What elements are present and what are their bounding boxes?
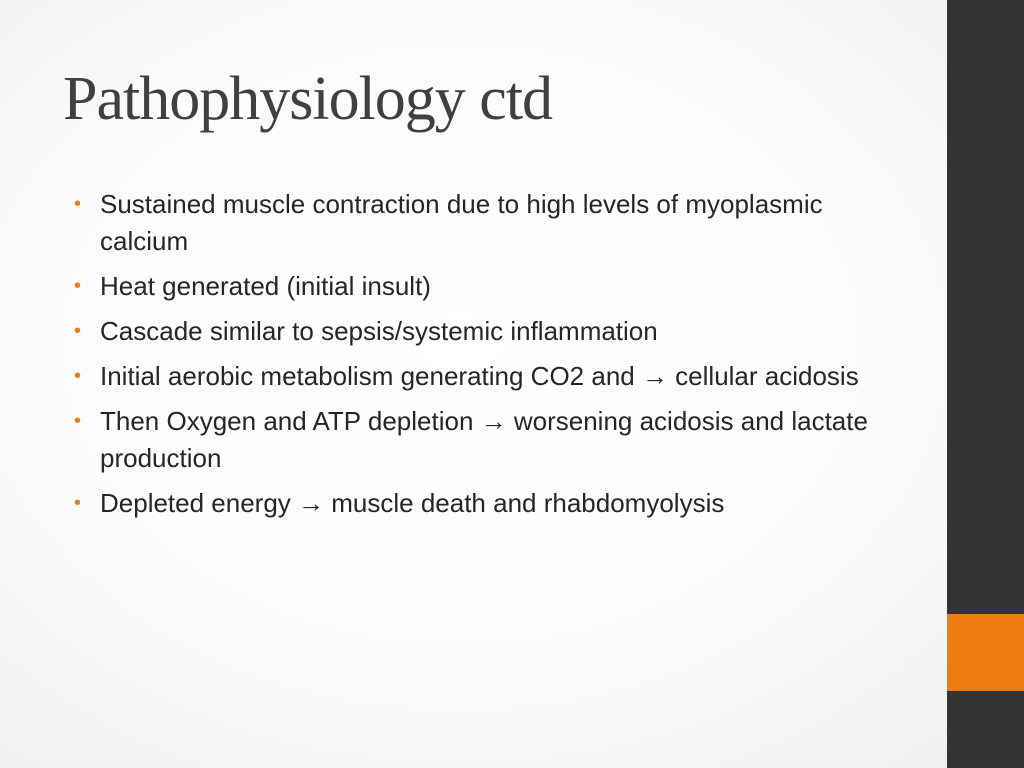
slide-title: Pathophysiology ctd	[63, 65, 553, 133]
bullet-item	[70, 358, 910, 395]
bullet-icon: •	[74, 275, 82, 297]
bullet-item	[70, 403, 910, 477]
bullet-item	[70, 485, 910, 522]
bullet-text: Depleted energy → muscle death and rhabdomyolysis	[100, 488, 725, 518]
bullet-list	[70, 186, 910, 530]
bullet-text: Initial aerobic metabolism generating CO2 and → cellular acidosis	[100, 361, 859, 391]
bullet-item	[70, 186, 910, 260]
sidebar-bar	[947, 0, 1024, 768]
bullet-icon: •	[74, 365, 82, 387]
bullet-text: Sustained muscle contraction due to high levels of myoplasmic calcium	[100, 189, 823, 256]
sidebar-accent-block	[947, 614, 1024, 691]
bullet-icon: •	[74, 193, 82, 215]
bullet-text: Cascade similar to sepsis/systemic inflammation	[100, 316, 658, 346]
bullet-text: Heat generated (initial insult)	[100, 271, 431, 301]
bullet-icon: •	[74, 320, 82, 342]
bullet-item	[70, 268, 910, 305]
bullet-icon: •	[74, 410, 82, 432]
bullet-icon: •	[74, 492, 82, 514]
bullet-item	[70, 313, 910, 350]
bullet-text: Then Oxygen and ATP depletion → worsening acidosis and lactate production	[100, 406, 868, 473]
